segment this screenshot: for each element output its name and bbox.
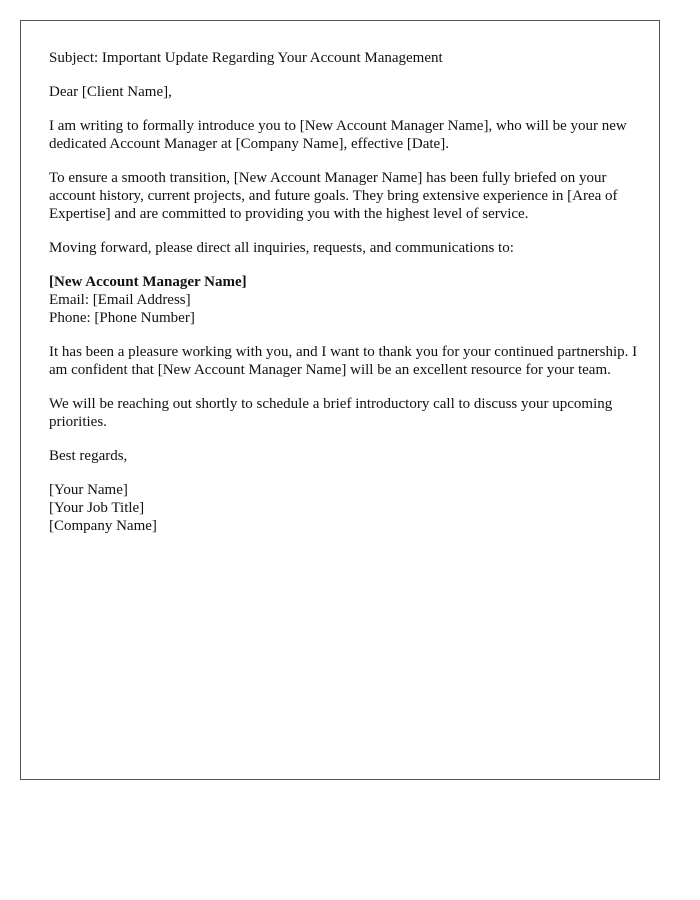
paragraph-direct-inquiries: Moving forward, please direct all inquiries, requests, and communications to: (49, 240, 514, 256)
paragraph-thank-you: It has been a pleasure working with you, and I want to thank you for your continued partnership. I am confident that [New Account Manager Name] will be an excellent resource for your team. (49, 344, 638, 378)
paragraph-transition: To ensure a smooth transition, [New Account Manager Name] has been fully briefed on your account history, current projects, and future goals. They bring extensive experience in [Area of Expertise] and are committed to providing you with the highest level of service. (49, 170, 618, 222)
new-manager-contact-block (49, 273, 639, 327)
letter-signoff: Best regards, (49, 448, 128, 464)
new-manager-email: Email: [Email Address] (49, 292, 191, 308)
letter-salutation: Dear [Client Name], (49, 84, 172, 100)
paragraph-introductory-call: We will be reaching out shortly to schedule a brief introductory call to discuss your upcoming priorities. (49, 396, 613, 430)
signature-name: [Your Name] (49, 482, 128, 498)
new-manager-name: [New Account Manager Name] (49, 274, 247, 290)
letter-subject: Subject: Important Update Regarding Your Account Management (49, 50, 443, 66)
signature-job-title: [Your Job Title] (49, 500, 145, 516)
signature-block (49, 481, 639, 535)
new-manager-phone: Phone: [Phone Number] (49, 310, 195, 326)
letter-body (49, 49, 639, 535)
paragraph-introduction: I am writing to formally introduce you to [New Account Manager Name], who will be your new dedicated Account Manager at [Company Name], effective [Date]. (49, 118, 627, 152)
signature-company: [Company Name] (49, 518, 157, 534)
letter-page (20, 20, 660, 780)
